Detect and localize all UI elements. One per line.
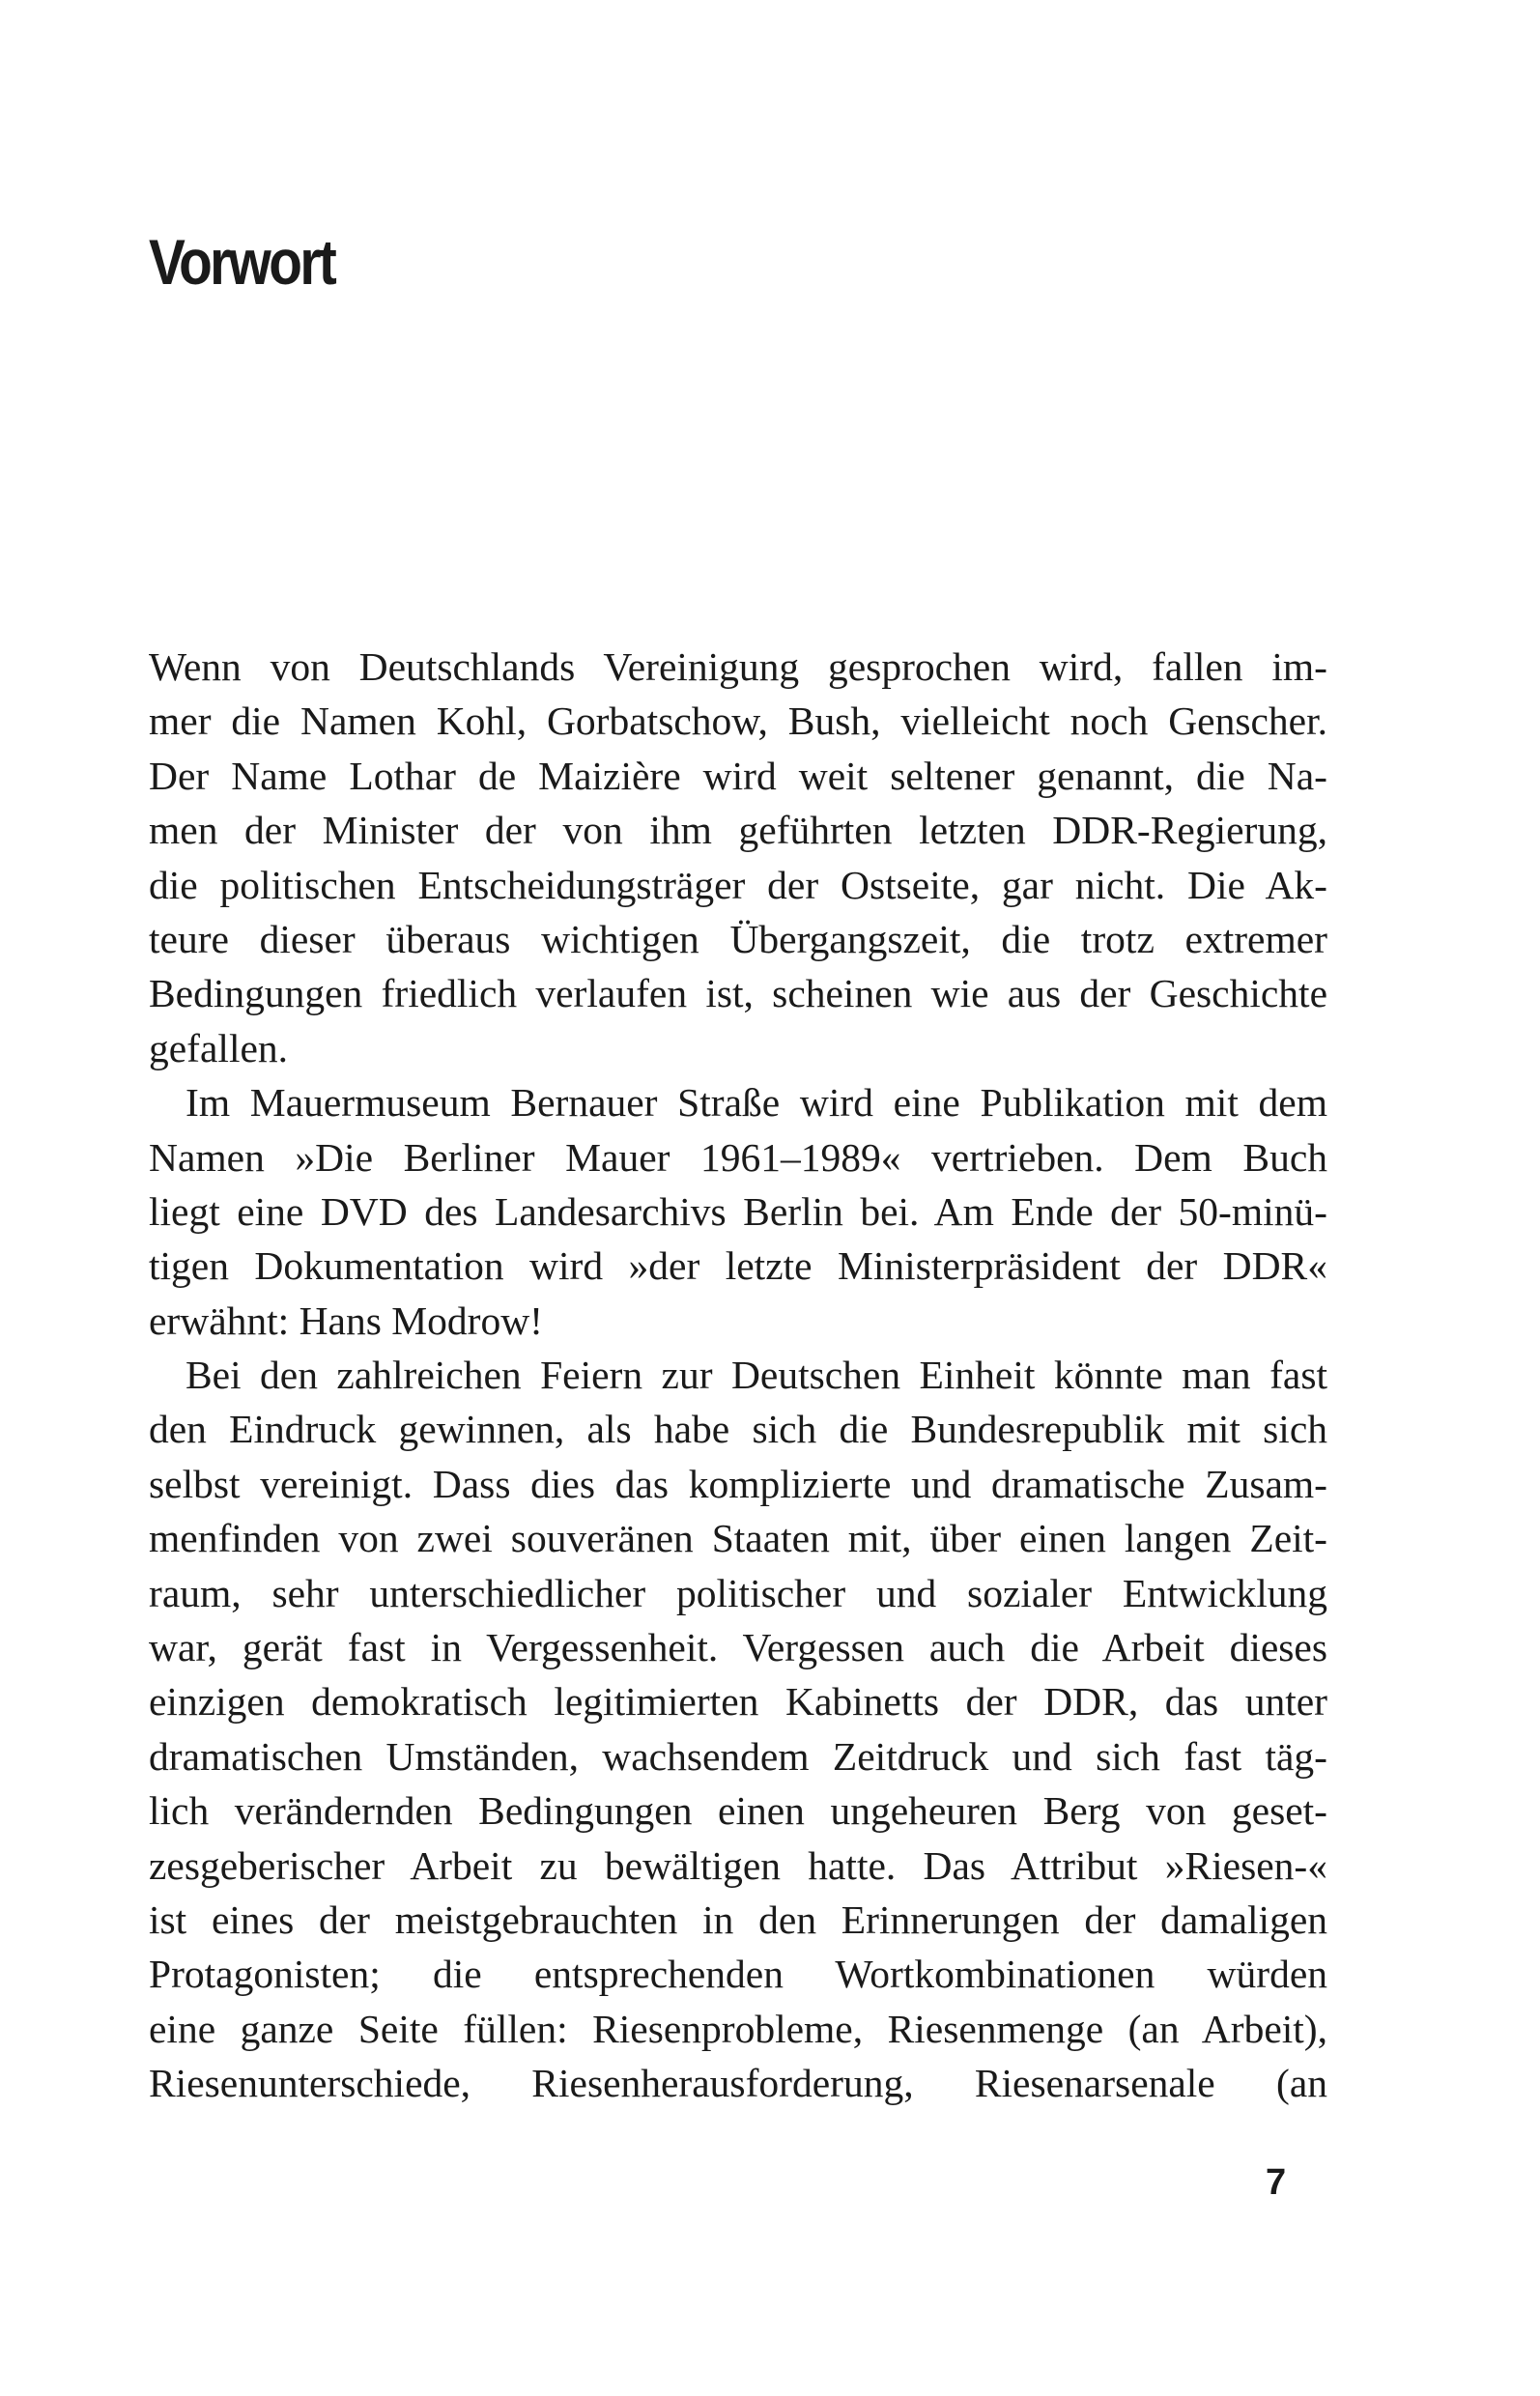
- paragraph-2: [149, 1075, 1327, 1348]
- text-line: erwähnt: Hans Modrow!: [149, 1298, 543, 1343]
- text-line: war, gerät fast in Vergessenheit. Vergessen auch die Arbeit dieses: [149, 1625, 1327, 1670]
- text-line: teure dieser überaus wichtigen Übergangszeit, die trotz extremer: [149, 916, 1327, 961]
- text-line: Namen »Die Berliner Mauer 1961–1989« vertrieben. Dem Buch: [149, 1134, 1327, 1180]
- text-line: Bei den zahlreichen Feiern zur Deutschen Einheit könnte man fast: [185, 1353, 1327, 1398]
- text-line: Wenn von Deutschlands Vereinigung gesprochen wird, fallen im-: [149, 644, 1327, 689]
- paragraph-3: [149, 1348, 1327, 2110]
- text-line: men der Minister der von ihm geführten letzten DDR-Regierung,: [149, 808, 1327, 853]
- text-line: liegt eine DVD des Landesarchivs Berlin bei. Am Ende der 50-minü-: [149, 1188, 1327, 1234]
- text-line: dramatischen Umständen, wachsendem Zeitdruck und sich fast täg-: [149, 1733, 1327, 1779]
- text-line: Im Mauermuseum Bernauer Straße wird eine Publikation mit dem: [185, 1080, 1327, 1126]
- page-number: 7: [1266, 2162, 1287, 2203]
- text-line: Der Name Lothar de Maizière wird weit seltener genannt, die Na-: [149, 753, 1327, 798]
- text-line: menfinden von zwei souveränen Staaten mit, über einen langen Zeit-: [149, 1516, 1327, 1561]
- text-line: zesgeberischer Arbeit zu bewältigen hatte. Das Attribut »Riesen-«: [149, 1842, 1327, 1888]
- chapter-title: Vorwort: [149, 226, 335, 298]
- text-line: lich verändernden Bedingungen einen ungeheuren Berg von geset-: [149, 1788, 1327, 1834]
- text-line: raum, sehr unterschiedlicher politischer und sozialer Entwicklung: [149, 1570, 1327, 1615]
- text-line: mer die Namen Kohl, Gorbatschow, Bush, vielleicht noch Genscher.: [149, 699, 1327, 744]
- text-line: einzigen demokratisch legitimierten Kabinetts der DDR, das unter: [149, 1679, 1327, 1725]
- text-line: eine ganze Seite füllen: Riesenprobleme, Riesenmenge (an Arbeit),: [149, 2006, 1327, 2051]
- text-line: tigen Dokumentation wird »der letzte Ministerpräsident der DDR«: [149, 1243, 1327, 1289]
- body-text: [149, 640, 1327, 2111]
- text-line: Bedingungen friedlich verlaufen ist, scheinen wie aus der Geschichte: [149, 971, 1327, 1016]
- text-line: die politischen Entscheidungsträger der Ostseite, gar nicht. Die Ak-: [149, 862, 1327, 907]
- text-line: ist eines der meistgebrauchten in den Erinnerungen der damaligen: [149, 1897, 1327, 1942]
- text-line: selbst vereinigt. Dass dies das komplizierte und dramatische Zusam-: [149, 1461, 1327, 1506]
- paragraph-1: [149, 640, 1327, 1075]
- text-line: den Eindruck gewinnen, als habe sich die Bundesrepublik mit sich: [149, 1407, 1327, 1452]
- text-line: gefallen.: [149, 1025, 289, 1070]
- text-line: Riesenunterschiede, Riesenherausforderung, Riesenarsenale (an: [149, 2061, 1327, 2106]
- text-line: Protagonisten; die entsprechenden Wortkombinationen würden: [149, 1952, 1327, 1997]
